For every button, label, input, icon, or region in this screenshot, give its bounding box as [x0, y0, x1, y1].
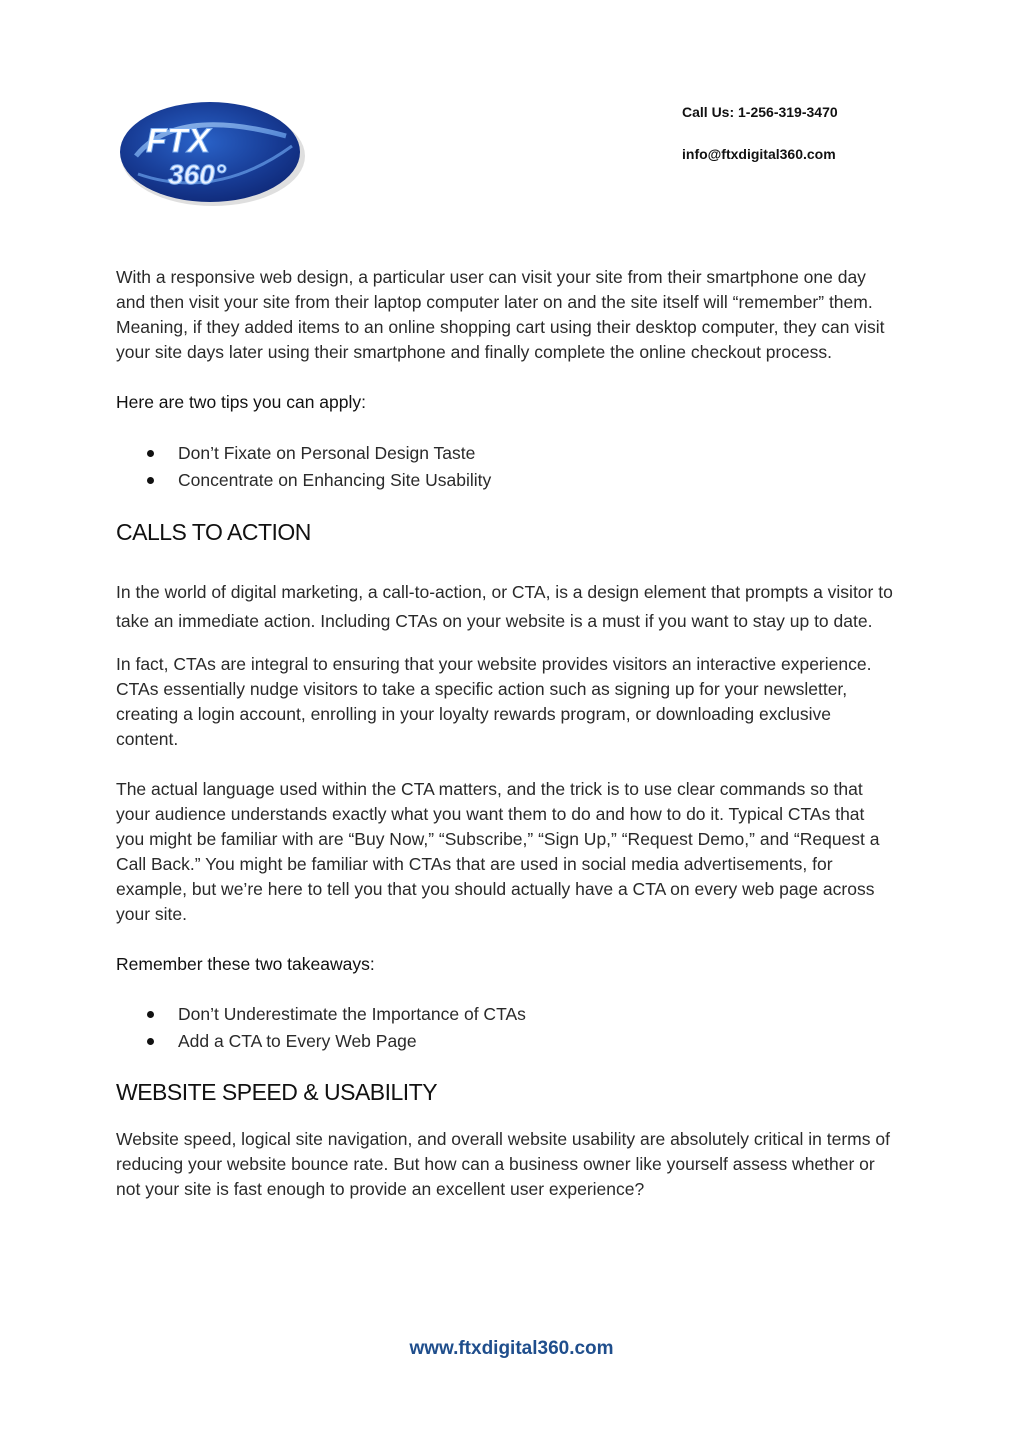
footer-website-link[interactable]: www.ftxdigital360.com: [409, 1338, 614, 1359]
tips-list: [116, 440, 896, 493]
contact-phone: Call Us: 1-256-319-3470: [682, 104, 838, 120]
speed-paragraph: Website speed, logical site navigation, and overall website usability are absolutely critical in terms of reducing your website bounce rate. But how can a business owner like yourself assess whether or not your site is fast enough to provide an excellent user experience?: [116, 1129, 890, 1199]
section-heading-calls-to-action: CALLS TO ACTION: [116, 519, 311, 545]
contact-email[interactable]: info@ftxdigital360.com: [682, 146, 836, 162]
takeaways-label: Remember these two takeaways:: [116, 954, 375, 974]
intro-paragraph: With a responsive web design, a particular user can visit your site from their smartphone one day and then visit your site from their laptop computer later on and the site itself will “remember” them. Meaning, if they added items to an online shopping cart using their desktop computer, they can visit your site days later using their smartphone and finally complete the online checkout process.: [116, 267, 885, 362]
list-item: Concentrate on Enhancing Site Usability: [116, 467, 896, 494]
tips-label: Here are two tips you can apply:: [116, 392, 366, 412]
svg-text:FTX: FTX: [146, 122, 211, 160]
section-heading-website-speed: WEBSITE SPEED & USABILITY: [116, 1079, 438, 1105]
list-item: Don’t Underestimate the Importance of CTAs: [116, 1001, 896, 1028]
list-item: Add a CTA to Every Web Page: [116, 1028, 896, 1055]
document-body: [116, 265, 896, 1202]
svg-text:360°: 360°: [168, 159, 226, 190]
ftx360-logo: [116, 96, 306, 208]
takeaways-list: [116, 1001, 896, 1054]
list-item: Don’t Fixate on Personal Design Taste: [116, 440, 896, 467]
cta-paragraph-3: The actual language used within the CTA matters, and the trick is to use clear commands so that your audience understands exactly what you want them to do and how to do it. Typical CTAs that you might be familiar with are “Buy Now,” “Subscribe,” “Sign Up,” “Request Demo,” and “Request a Call Back.” You might be familiar with CTAs that are used in social media advertisements, for example, but we’re here to tell you that you should actually have a CTA on every web page across your site.: [116, 779, 880, 924]
cta-paragraph-1: In the world of digital marketing, a call-to-action, or CTA, is a design element that prompts a visitor to take an immediate action. Including CTAs on your website is a must if you want to stay up to date.: [116, 582, 893, 631]
cta-paragraph-2: In fact, CTAs are integral to ensuring that your website provides visitors an interactive experience. CTAs essentially nudge visitors to take a specific action such as signing up for your newsletter, creating a login account, enrolling in your loyalty rewards program, or downloading exclusive content.: [116, 654, 872, 749]
